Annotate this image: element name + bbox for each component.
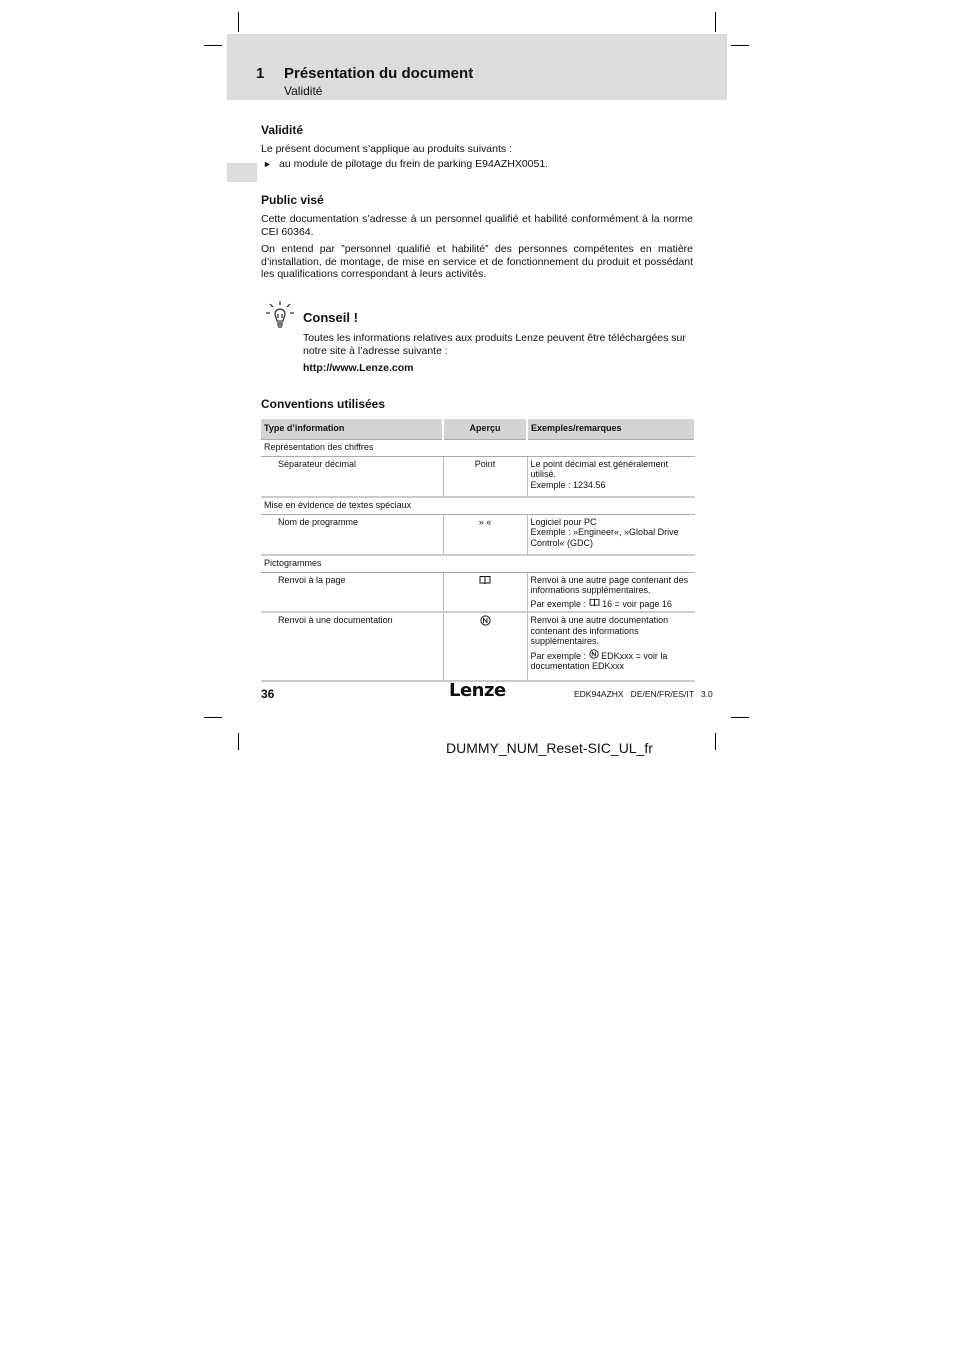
chapter-subtitle: Validité: [284, 84, 323, 98]
book-icon: [589, 599, 600, 609]
example-line: Exemple : 1234.56: [530, 479, 606, 490]
group-label: Mise en évidence de textes spéciaux: [261, 497, 695, 514]
crop-mark: [731, 45, 749, 46]
lightbulb-icon: [265, 300, 295, 332]
audience-para-1: Cette documentation s’adresse à un personnel qualifié et habilité conformément à la norme CEI 60364.: [261, 213, 693, 238]
crop-mark: [715, 733, 716, 750]
crop-mark: [204, 45, 222, 46]
row-type: Nom de programme: [261, 514, 443, 555]
group-label: Pictogrammes: [261, 555, 695, 572]
table-row: [261, 514, 695, 555]
validity-heading: Validité: [261, 123, 304, 137]
column-header: Type d’information: [261, 419, 443, 440]
page-number: 36: [261, 687, 275, 701]
row-examples: [527, 514, 695, 555]
crop-mark: [238, 733, 239, 750]
documentation-icon: [480, 618, 491, 628]
row-examples: [527, 572, 695, 612]
column-header: Aperçu: [443, 419, 527, 440]
example-line: Renvoi à une autre page contenant des informations supplémentaires.: [530, 574, 689, 595]
crop-mark: [238, 12, 239, 32]
conventions-heading: Conventions utilisées: [261, 397, 386, 411]
row-examples: [527, 612, 695, 681]
side-tab: [227, 163, 257, 182]
example-line: Le point décimal est généralement utilisé.: [530, 458, 669, 479]
tip-url[interactable]: http://www.Lenze.com: [303, 362, 414, 374]
book-icon: [479, 577, 491, 587]
conventions-table: [261, 419, 696, 682]
example-prefix: Par exemple :: [530, 598, 587, 609]
table-row: [261, 612, 695, 681]
row-preview: [443, 612, 527, 681]
audience-para-2: On entend par ”personnel qualifié et habilité” des personnes compétentes en matière d’installation, de montage, de mise en service et de fonctionnement du produit et possédant les qualifications correspondant à leurs activités.: [261, 243, 693, 280]
validity-intro: Le présent document s’applique au produits suivants :: [261, 143, 512, 155]
example-suffix: 16 = voir page 16: [602, 598, 672, 609]
dummy-label: DUMMY_NUM_Reset-SIC_UL_fr: [446, 740, 653, 756]
row-preview: Point: [443, 456, 527, 497]
crop-mark: [204, 717, 222, 718]
column-header: Exemples/remarques: [527, 419, 695, 440]
audience-heading: Public visé: [261, 193, 324, 207]
lenze-logo: Lenze: [449, 680, 506, 701]
example-line: [531, 598, 693, 610]
chapter-number: 1: [256, 65, 265, 82]
tip-text: Toutes les informations relatives aux produits Lenze peuvent être téléchargées sur notre site à l’adresse suivante :: [303, 332, 686, 357]
example-line: Exemple : »Engineer«, »Global Drive Control« (GDC): [530, 527, 679, 548]
table-row: [261, 456, 695, 497]
chapter-title: Présentation du document: [284, 65, 474, 82]
group-label: Représentation des chiffres: [261, 440, 695, 457]
table-row: [261, 572, 695, 612]
row-preview: [443, 572, 527, 612]
bullet-arrow-icon: ►: [263, 159, 272, 169]
document-reference: EDK94AZHX DE/EN/FR/ES/IT 3.0: [574, 689, 713, 699]
example-line: [531, 649, 693, 672]
example-line: Logiciel pour PC: [530, 516, 597, 527]
tip-title: Conseil !: [303, 310, 358, 325]
validity-bullet: au module de pilotage du frein de parking E94AZHX0051.: [279, 158, 549, 170]
row-examples: [527, 456, 695, 497]
crop-mark: [715, 12, 716, 32]
row-type: Séparateur décimal: [261, 456, 443, 497]
row-type: Renvoi à une documentation: [261, 612, 443, 681]
row-preview: » «: [443, 514, 527, 555]
example-suffix: EDKxxx = voir la documentation EDKxxx: [530, 650, 668, 671]
row-type: Renvoi à la page: [261, 572, 443, 612]
documentation-icon: [589, 651, 599, 661]
example-line: Renvoi à une autre documentation contenant des informations supplémentaires.: [530, 615, 669, 646]
crop-mark: [731, 717, 749, 718]
example-prefix: Par exemple :: [530, 650, 587, 661]
